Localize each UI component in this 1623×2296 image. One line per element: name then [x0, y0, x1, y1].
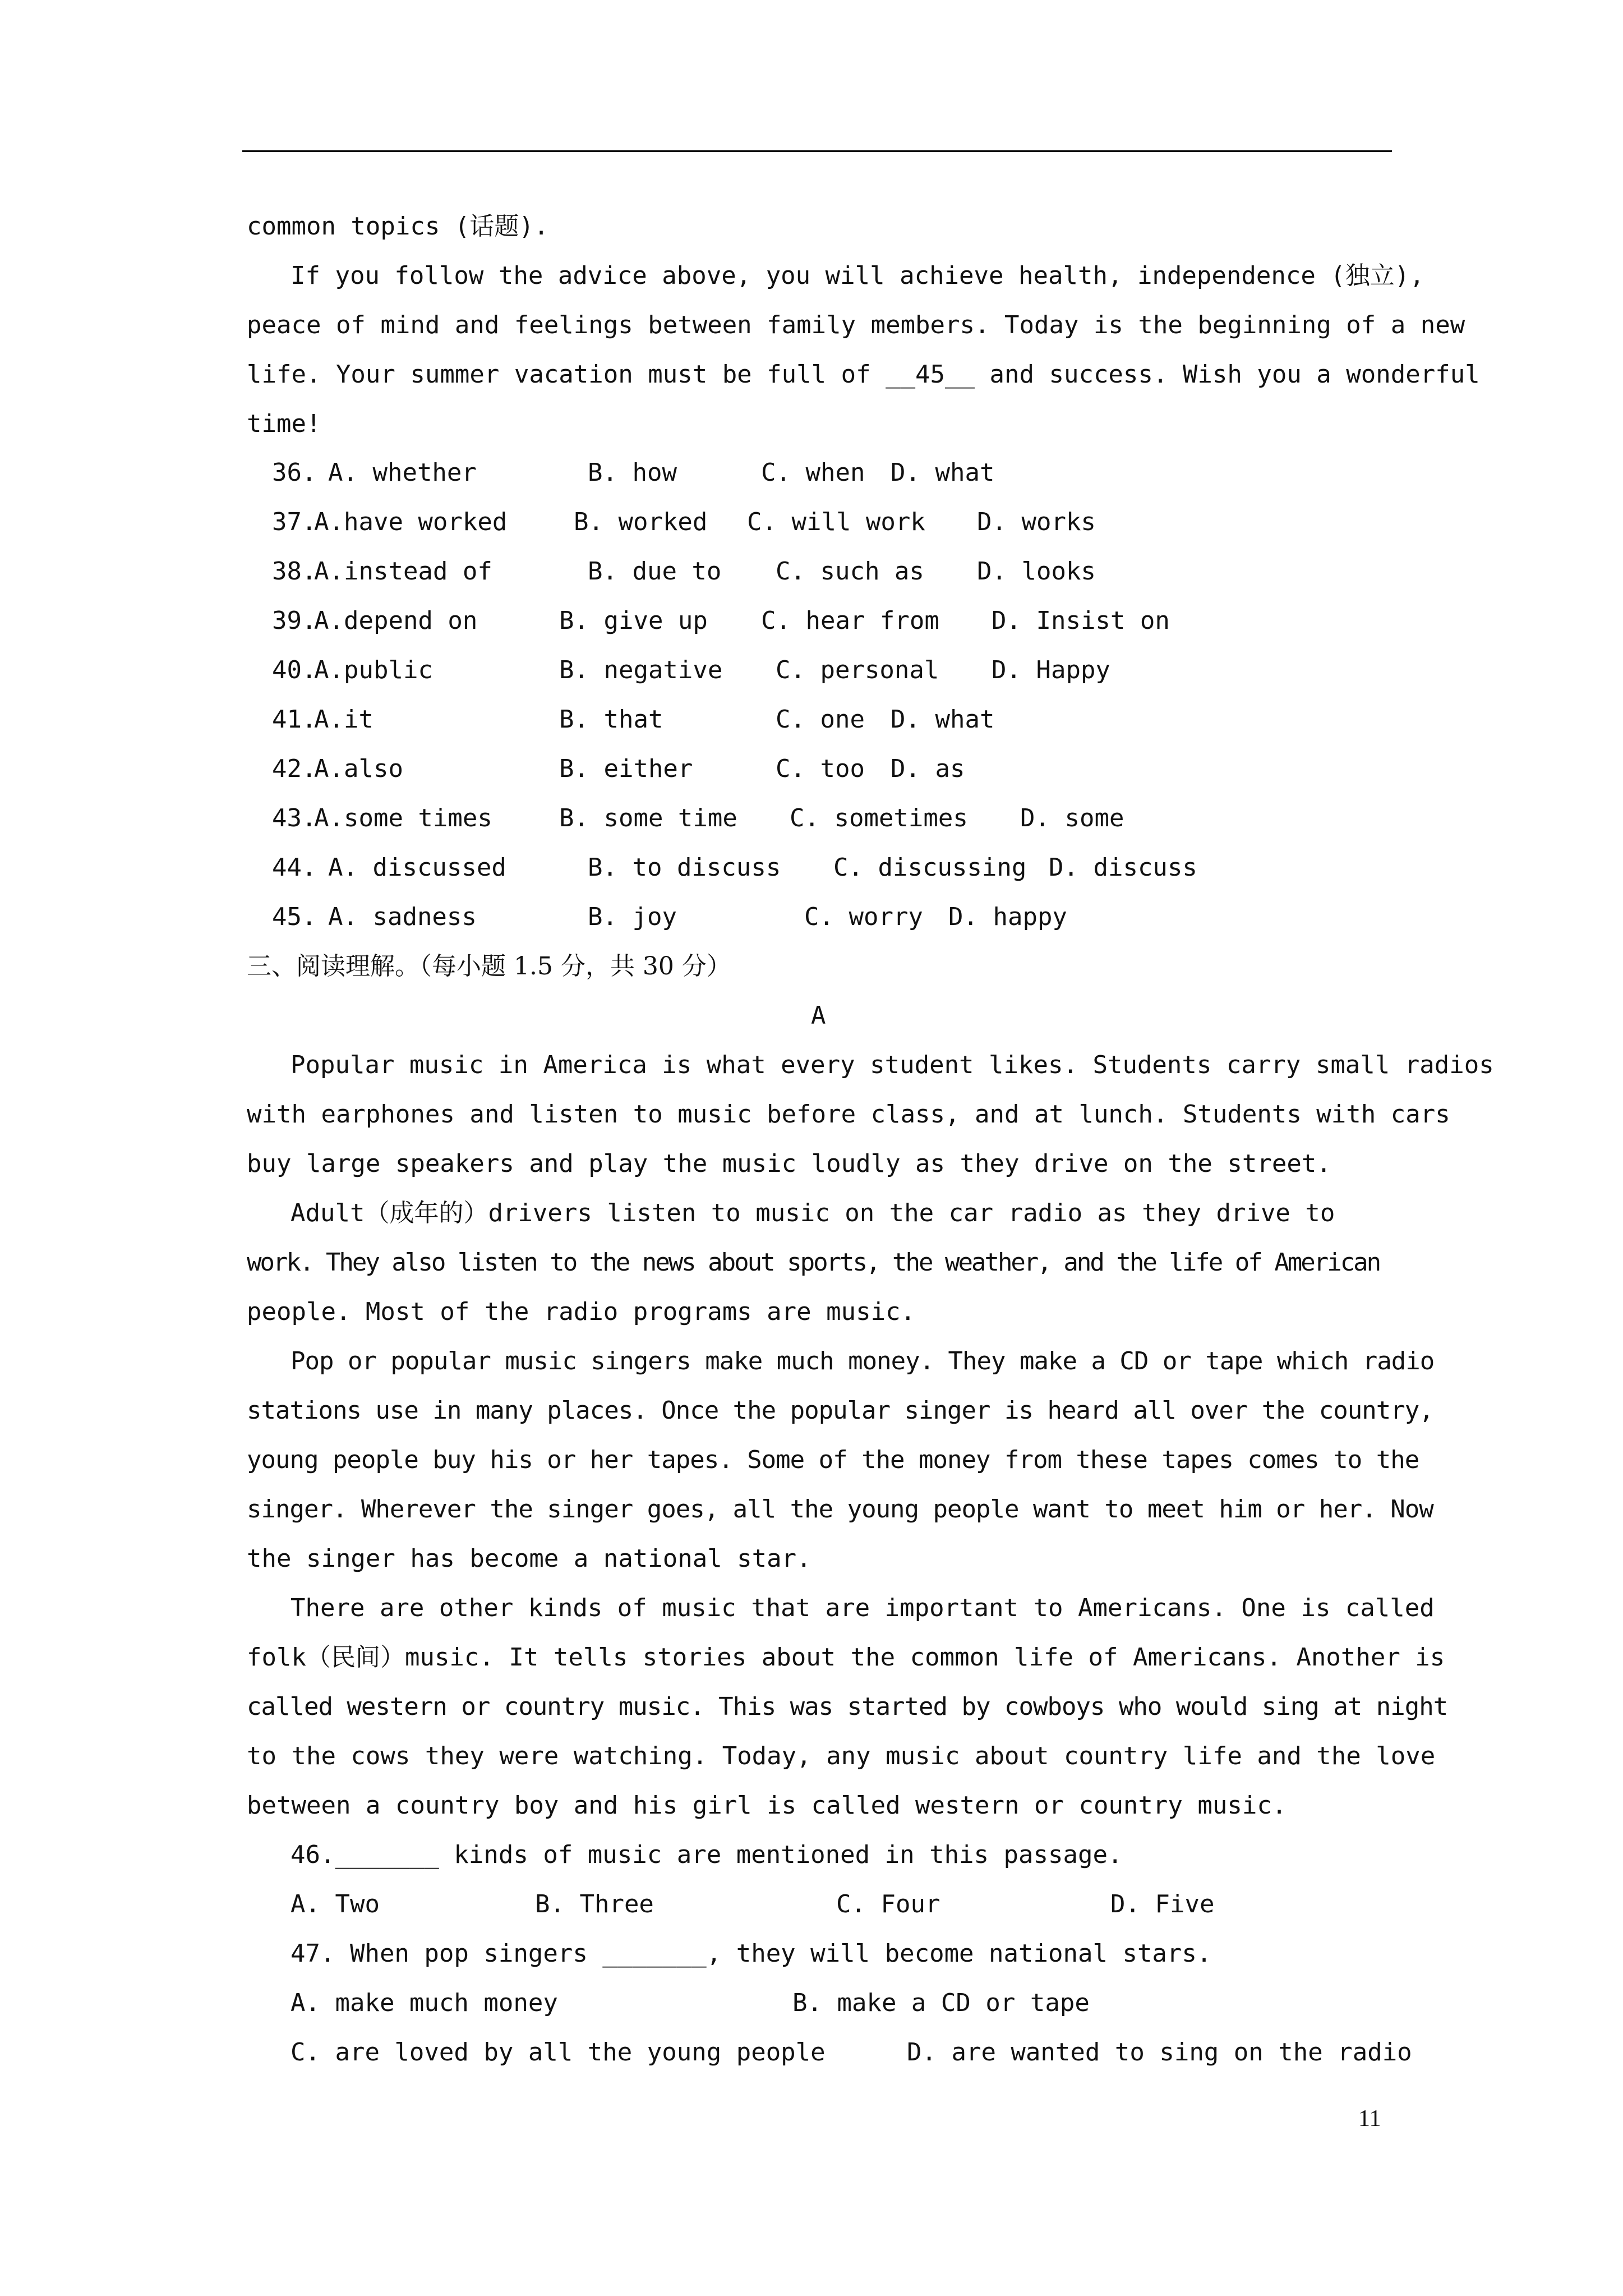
option-a: A.it: [314, 705, 374, 734]
option-d: D. Five: [1110, 1890, 1215, 1918]
option-b: B. to discuss: [588, 853, 781, 882]
option-a: A.public: [314, 656, 433, 684]
option-c: C. too: [776, 754, 865, 783]
question-stem: 47. When pop singers _______, they will become national stars.: [291, 1939, 1212, 1968]
passage-line: between a country boy and his girl is called western or country music.: [247, 1791, 1287, 1820]
passage-line: life. Your summer vacation must be full of __45__ and success. Wish you a wonderful: [247, 360, 1480, 389]
option-b: B. give up: [559, 606, 708, 635]
question-number: 43.: [272, 804, 317, 832]
option-a: A.have worked: [314, 508, 508, 536]
section-title: 三、阅读理解。（每小题 1.5 分，共 30 分）: [247, 952, 731, 981]
option-d: D. are wanted to sing on the radio: [907, 2038, 1412, 2067]
option-b: B. due to: [588, 557, 722, 586]
passage-line: time!: [247, 409, 321, 438]
passage-line: buy large speakers and play the music loudly as they drive on the street.: [247, 1149, 1331, 1178]
option-d: D. discuss: [1049, 853, 1197, 882]
option-c: C. are loved by all the young people: [291, 2038, 826, 2067]
passage-line: If you follow the advice above, you will achieve health, independence (独立),: [291, 261, 1424, 290]
option-b: B. negative: [559, 656, 723, 684]
option-d: D. Happy: [992, 656, 1110, 684]
question-number: 40.: [272, 656, 317, 684]
question-number: 42.: [272, 754, 317, 783]
option-d: D. some: [1020, 804, 1124, 832]
option-b: B. worked: [574, 508, 708, 536]
option-b: B. either: [559, 754, 693, 783]
option-b: B. make a CD or tape: [792, 1989, 1090, 2017]
question-number: 41.: [272, 705, 317, 734]
question-number: 45.: [272, 903, 317, 931]
option-b: B. some time: [559, 804, 737, 832]
option-d: D. what: [891, 705, 995, 734]
header-rule: [242, 150, 1392, 152]
passage-line: called western or country music. This was started by cowboys who would sing at night: [247, 1692, 1448, 1721]
question-number: 44.: [272, 853, 317, 882]
passage-line: folk（民间）music. It tells stories about the common life of Americans. Another is: [247, 1643, 1445, 1672]
option-d: D. works: [977, 508, 1096, 536]
option-c: C. personal: [776, 656, 939, 684]
passage-line: stations use in many places. Once the popular singer is heard all over the country,: [247, 1396, 1433, 1425]
passage-line: Adult（成年的）drivers listen to music on the car radio as they drive to: [291, 1199, 1335, 1227]
option-a: A. whether: [328, 458, 477, 487]
option-b: B. joy: [588, 903, 677, 931]
question-number: 36.: [272, 458, 317, 487]
passage-line: peace of mind and feelings between family members. Today is the beginning of a new: [247, 311, 1465, 339]
option-c: C. sometimes: [790, 804, 968, 832]
option-c: C. one: [776, 705, 865, 734]
option-c: C. such as: [776, 557, 924, 586]
option-a: A.also: [314, 754, 403, 783]
option-c: C. will work: [747, 508, 925, 536]
option-a: A.depend on: [314, 606, 478, 635]
question-number: 37.: [272, 508, 317, 536]
question-number: 38.: [272, 557, 317, 586]
passage-line: Pop or popular music singers make much money. They make a CD or tape which radio: [291, 1347, 1435, 1375]
option-c: C. discussing: [833, 853, 1027, 882]
passage-line: people. Most of the radio programs are music.: [247, 1297, 916, 1326]
passage-line: work. They also listen to the news about sports, the weather, and the life of American: [247, 1248, 1380, 1277]
option-d: D. happy: [948, 903, 1067, 931]
passage-line: with earphones and listen to music before class, and at lunch. Students with cars: [247, 1100, 1450, 1129]
question-stem: 46._______ kinds of music are mentioned in this passage.: [291, 1841, 1123, 1869]
option-b: B. how: [588, 458, 677, 487]
passage-heading: A: [811, 1001, 826, 1030]
option-d: D. as: [891, 754, 965, 783]
option-d: D. Insist on: [992, 606, 1170, 635]
passage-line: common topics (话题).: [247, 212, 549, 241]
passage-line: singer. Wherever the singer goes, all the young people want to meet him or her. Now: [247, 1495, 1433, 1524]
passage-line: young people buy his or her tapes. Some of the money from these tapes comes to the: [247, 1446, 1419, 1474]
option-c: C. Four: [836, 1890, 940, 1918]
passage-line: to the cows they were watching. Today, any music about country life and the love: [247, 1742, 1436, 1770]
option-c: C. hear from: [761, 606, 939, 635]
passage-line: the singer has become a national star.: [247, 1544, 811, 1573]
option-a: A. sadness: [328, 903, 477, 931]
option-a: A.instead of: [314, 557, 492, 586]
option-b: B. Three: [535, 1890, 654, 1918]
option-a: A. discussed: [328, 853, 506, 882]
passage-line: Popular music in America is what every student likes. Students carry small radios: [291, 1051, 1494, 1079]
option-c: C. worry: [804, 903, 923, 931]
option-a: A. Two: [291, 1890, 380, 1918]
option-a: A.some times: [314, 804, 492, 832]
question-number: 39.: [272, 606, 317, 635]
option-a: A. make much money: [291, 1989, 558, 2017]
option-c: C. when: [761, 458, 865, 487]
passage-line: There are other kinds of music that are important to Americans. One is called: [291, 1594, 1435, 1622]
option-d: D. what: [891, 458, 995, 487]
option-d: D. looks: [977, 557, 1096, 586]
page-number: 11: [1358, 2106, 1381, 2132]
option-b: B. that: [559, 705, 663, 734]
